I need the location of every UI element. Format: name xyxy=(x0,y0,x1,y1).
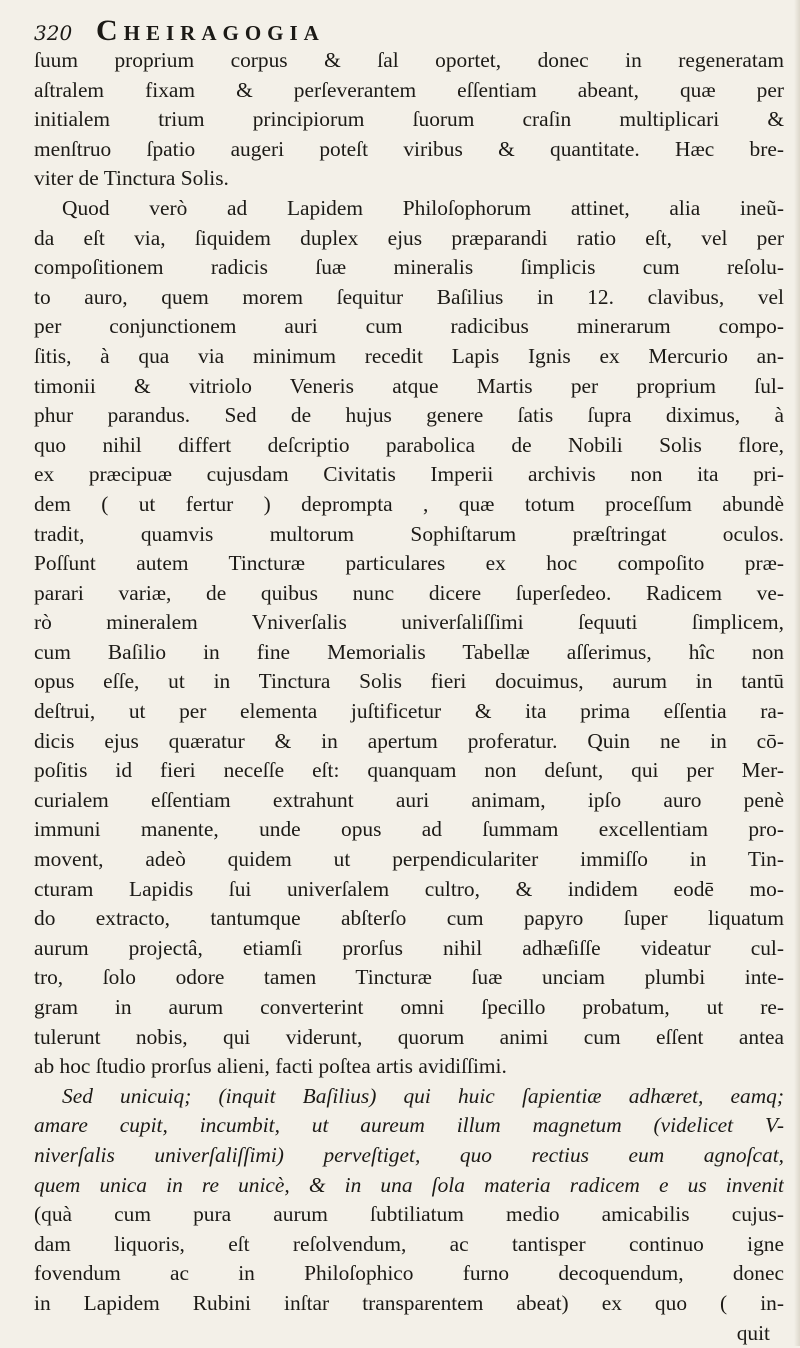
text-line: phur parandus. Sed de hujus genere ſatis ſupra diximus, à xyxy=(34,403,784,428)
text-line: ſuum proprium corpus & ſal oportet, donec in regeneratam xyxy=(34,48,784,72)
text-line-italic: niverſalis univerſaliſſimi) perveſtiget, quo rectius eum agnoſcat, xyxy=(34,1142,784,1167)
text-line: tro, ſolo odore tamen Tincturæ ſuæ unciam plumbi inte- xyxy=(34,965,784,990)
text-line: opus eſſe, ut in Tinctura Solis fieri docuimus, aurum in tantū xyxy=(34,669,784,694)
page-edge xyxy=(794,0,800,1346)
text-line: da eſt via, ſiquidem duplex ejus præparandi ratio eſt, vel per xyxy=(34,225,784,250)
text-line: cum Baſilio in fine Memorialis Tabellæ aſſerimus, hîc non xyxy=(34,639,784,664)
text-line: dam liquoris, eſt reſolvendum, ac tantisper continuo igne xyxy=(34,1231,784,1256)
text-line: aurum projectâ, etiamſi prorſus nihil adhæſiſſe videatur cul- xyxy=(34,935,784,960)
text-line: dem ( ut fertur ) deprompta , quæ totum proceſſum abundè xyxy=(34,491,784,516)
text-line-italic: Sed unicuiq; (inquit Baſilius) qui huic ſapientiæ adhæret, eamq; xyxy=(62,1083,784,1108)
text-line: immuni manente, unde opus ad ſummam excellentiam pro- xyxy=(34,817,784,842)
text-line: cturam Lapidis ſui univerſalem cultro, & indidem eodē mo- xyxy=(34,876,784,901)
text-line: tradit, quamvis multorum Sophiſtarum præſtringat oculos. xyxy=(34,521,784,546)
text-line: initialem trium principiorum ſuorum craſin multiplicari & xyxy=(34,107,784,132)
running-title: Cheiragogia xyxy=(96,14,325,47)
text-line: rò mineralem Vniverſalis univerſaliſſimi ſequuti ſimplicem, xyxy=(34,610,784,635)
text-line: parari variæ, de quibus nunc dicere ſuperſedeo. Radicem ve- xyxy=(34,580,784,605)
text-line: in Lapidem Rubini inſtar transparentem abeat) ex quo ( in- xyxy=(34,1290,784,1315)
text-line: viter de Tinctura Solis. xyxy=(34,166,229,191)
text-line: to auro, quem morem ſequitur Baſilius in 12. clavibus, vel xyxy=(34,284,784,309)
text-line: aſtralem fixam & perſeverantem eſſentiam abeant, quæ per xyxy=(34,77,784,102)
text-line: ex præcipuæ cujusdam Civitatis Imperii archivis non ita pri- xyxy=(34,462,784,487)
page-header xyxy=(34,14,780,47)
body-text xyxy=(34,46,784,1348)
text-line: compoſitionem radicis ſuæ mineralis ſimplicis cum reſolu- xyxy=(34,255,784,280)
text-line: ſitis, à qua via minimum recedit Lapis Ignis ex Mercurio an- xyxy=(34,343,784,368)
text-line: do extracto, tantumque abſterſo cum papyro ſuper liquatum xyxy=(34,906,784,931)
text-line: (quà cum pura aurum ſubtiliatum medio amicabilis cujus- xyxy=(34,1202,784,1227)
text-line: tulerunt nobis, qui viderunt, quorum animi cum eſſent antea xyxy=(34,1024,784,1049)
text-line: Poſſunt autem Tincturæ particulares ex hoc compoſito præ- xyxy=(34,551,784,576)
catchword: quit xyxy=(736,1320,770,1345)
text-line-italic: quem unica in re unicè, & in una ſola materia radicem e us invenit xyxy=(34,1172,784,1197)
text-line-italic: amare cupit, incumbit, ut aureum illum magnetum (videlicet V- xyxy=(34,1113,784,1138)
text-line: ab hoc ſtudio prorſus alieni, facti poſtea artis avidiſſimi. xyxy=(34,1054,507,1079)
text-line: per conjunctionem auri cum radicibus minerarum compo- xyxy=(34,314,784,339)
text-line: dicis ejus quæratur & in apertum proferatur. Quin ne in cō- xyxy=(34,728,784,753)
text-line: curialem eſſentiam extrahunt auri animam, ipſo auro penè xyxy=(34,787,784,812)
text-line: movent, adeò quidem ut perpendiculariter immiſſo in Tin- xyxy=(34,847,784,872)
text-line: quo nihil differt deſcriptio parabolica de Nobili Solis flore, xyxy=(34,432,784,457)
text-line: timonii & vitriolo Veneris atque Martis per proprium ſul- xyxy=(34,373,784,398)
text-line: poſitis id fieri neceſſe eſt: quanquam non deſunt, qui per Mer- xyxy=(34,758,784,783)
text-line: fovendum ac in Philoſophico furno decoquendum, donec xyxy=(34,1261,784,1286)
text-line: menſtruo ſpatio augeri poteſt viribus & quantitate. Hæc bre- xyxy=(34,136,784,161)
text-line: deſtrui, ut per elementa juſtificetur & ita prima eſſentia ra- xyxy=(34,699,784,724)
page-number: 320 xyxy=(34,21,73,45)
text-line: gram in aurum converterint omni ſpecillo probatum, ut re- xyxy=(34,995,784,1019)
text-line: Quod verò ad Lapidem Philoſophorum attinet, alia ineũ- xyxy=(62,195,784,220)
